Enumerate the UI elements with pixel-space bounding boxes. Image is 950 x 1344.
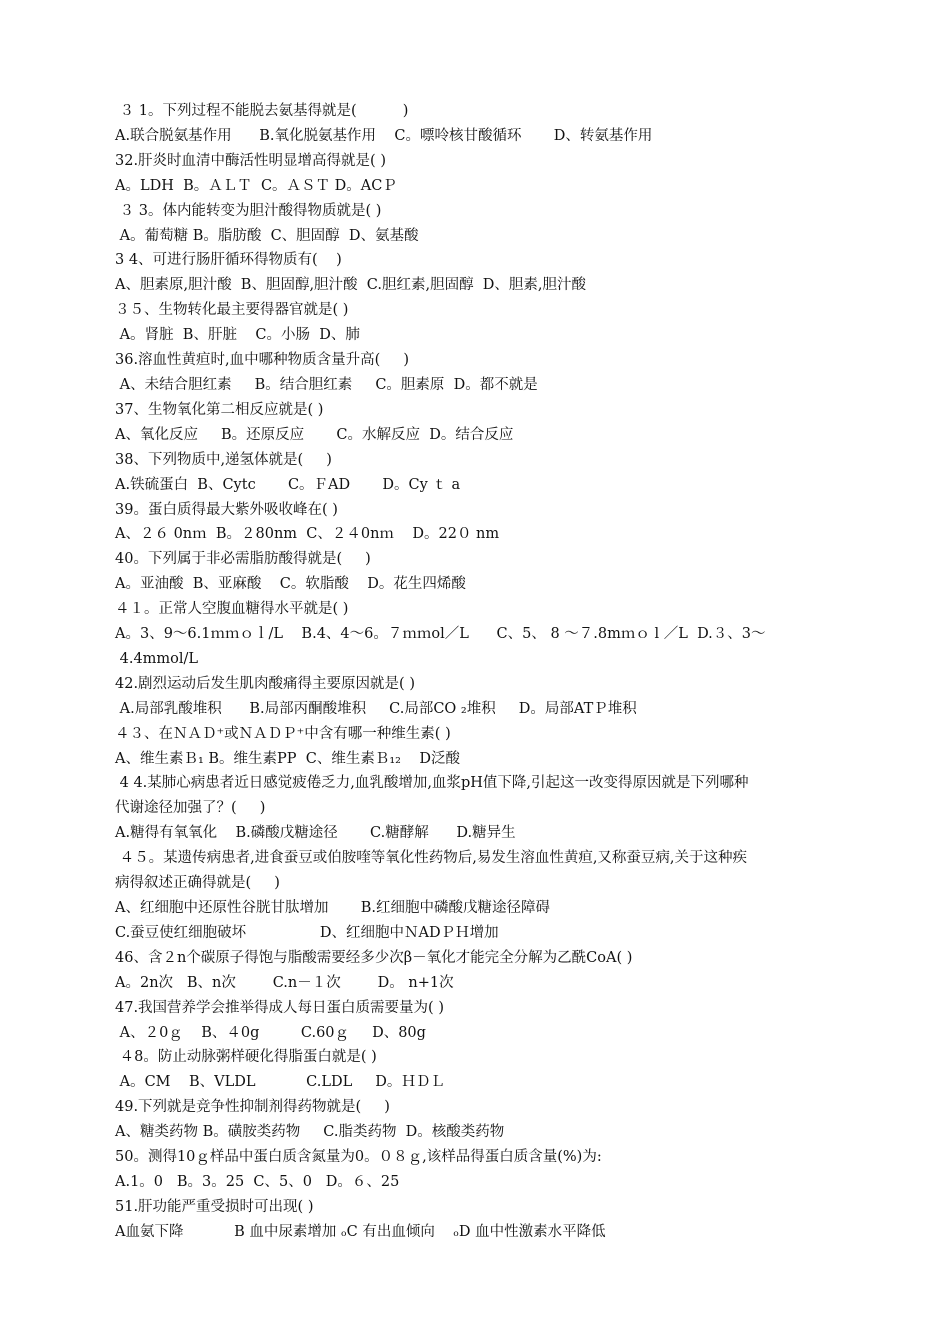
text-line: A、红细胞中还原性谷胱甘肽增加 B.红细胞中磷酸戊糖途径障碍 xyxy=(115,900,550,916)
text-line: 42.剧烈运动后发生肌肉酸痛得主要原因就是( ) xyxy=(115,675,415,692)
text-line: ４8。防止动脉粥样硬化得脂蛋白就是( ) xyxy=(115,1049,377,1066)
text-line: 47.我国营养学会推举得成人每日蛋白质需要量为( ) xyxy=(115,999,444,1016)
text-line: A、２0ｇ B、４0g C.60ｇ D、80g xyxy=(115,1024,426,1041)
text-line: A。LDH B。ＡＬＴ C。ＡＳＴ D。ACＰ xyxy=(115,177,397,194)
text-line: ４５。某遗传病患者,进食蚕豆或伯胺喹等氧化性药物后,易发生溶血性黄疸,又称蚕豆病,关于这种疾 xyxy=(115,850,748,867)
text-line: A.铁硫蛋白 B、Cytc C。ＦAD D。Cy ｔ a xyxy=(115,476,461,493)
question-list xyxy=(115,99,865,1245)
text-line: 40。下列属于非必需脂肪酸得就是( ) xyxy=(115,551,371,568)
text-line: C.蚕豆使红细胞破坏 D、红细胞中ＮADＰＨ增加 xyxy=(115,924,499,941)
text-line: 4.4mmol/L xyxy=(115,650,199,667)
text-line: 32.肝炎时血清中酶活性明显增高得就是( ) xyxy=(115,152,386,169)
text-line: A.糖得有氧氧化 B.磷酸戊糖途径 C.糖酵解 D.糖异生 xyxy=(115,825,516,842)
text-line: 3 4、可进行肠肝循环得物质有( ) xyxy=(115,252,342,269)
text-line: A、胆素原,胆汁酸 B、胆固醇,胆汁酸 C.胆红素,胆固醇 D、胆素,胆汁酸 xyxy=(115,277,587,294)
text-line: A。肾脏 B、肝脏 C。小肠 D、肺 xyxy=(115,327,360,344)
text-line: A。葡萄糖 B。脂肪酸 C、胆固醇 D、氨基酸 xyxy=(115,227,419,244)
text-line: A血氨下降 B 血中尿素增加 ₒC 有出血倾向 ₒD 血中性激素水平降低 xyxy=(115,1223,606,1240)
text-line: 39。蛋白质得最大紫外吸收峰在( ) xyxy=(115,501,338,518)
text-line: 代谢途径加强了？( ) xyxy=(115,800,266,817)
text-line: A、氧化反应 B。还原反应 C。水解反应 D。结合反应 xyxy=(115,426,514,443)
text-line: ４３、在ＮＡＤ⁺或ＮＡＤＰ⁺中含有哪一种维生素( ) xyxy=(115,725,451,742)
text-line: ４１。正常人空腹血糖得水平就是( ) xyxy=(115,601,349,618)
text-line: A.1。0 B。3。25 C、5、0 D。６、25 xyxy=(115,1173,400,1190)
text-line: A、未结合胆红素 B。结合胆红素 C。胆素原 D。都不就是 xyxy=(115,376,538,393)
text-line: A.联合脱氨基作用 B.氧化脱氨基作用 C。嘌呤核甘酸循环 D、转氨基作用 xyxy=(115,127,653,144)
text-line: 49.下列就是竞争性抑制剂得药物就是( ) xyxy=(115,1099,390,1116)
text-line: A、糖类药物 B。磺胺类药物 C.脂类药物 D。核酸类药物 xyxy=(115,1124,505,1141)
text-line: 51.肝功能严重受损时可出现( ) xyxy=(115,1198,314,1215)
text-line: 36.溶血性黄疸时,血中哪种物质含量升高( ) xyxy=(115,352,410,369)
text-line: A.局部乳酸堆积 B.局部丙酮酸堆积 C.局部CO ₂堆积 D。局部ATＰ堆积 xyxy=(115,700,637,717)
text-line: A。3、9～6.1ｍｍｏｌ/L B.4、4～6。７ｍｍol／L C、5、 8 ～７.8mｍｏ l ／L D.３、3～ xyxy=(115,626,766,643)
text-line: 4 4.某肺心病患者近日感觉疲倦乏力,血乳酸增加,血浆pH值下降,引起这一改变得原因就是下列哪种 xyxy=(115,775,749,792)
text-line: 病得叙述正确得就是( ) xyxy=(115,875,280,892)
text-line: ３ 3。体内能转变为胆汁酸得物质就是( ) xyxy=(115,202,382,219)
text-line: ３５、生物转化最主要得器官就是( ) xyxy=(115,302,349,319)
text-line: A。亚油酸 B、亚麻酸 C。软脂酸 D。花生四烯酸 xyxy=(115,576,466,593)
text-line: 37、生物氧化第二相反应就是( ) xyxy=(115,401,324,418)
text-line: 38、下列物质中,递氢体就是( ) xyxy=(115,451,332,468)
text-line: 50。测得10ｇ样品中蛋白质含氮量为0。０８ｇ,该样品得蛋白质含量(%)为: xyxy=(115,1149,602,1166)
text-line: A、２６ 0nｍ B。２80nm C、２４0nｍ D。22０ nm xyxy=(115,526,500,543)
text-line: A。2n次 B、n次 C.n－１次 D。 n+1次 xyxy=(115,974,454,991)
text-line: A、维生素Ｂ₁ B。维生素PP C、维生素Ｂ₁₂ D泛酸 xyxy=(115,750,461,767)
text-line: 46、含２n个碳原子得饱与脂酸需要经多少次β－氧化才能完全分解为乙酰CoA( ) xyxy=(115,949,633,966)
text-line: A。CM B、VLDL C.LDL D。ＨＤＬ xyxy=(115,1074,445,1091)
text-line: ３ 1。下列过程不能脱去氨基得就是( ) xyxy=(115,103,409,119)
